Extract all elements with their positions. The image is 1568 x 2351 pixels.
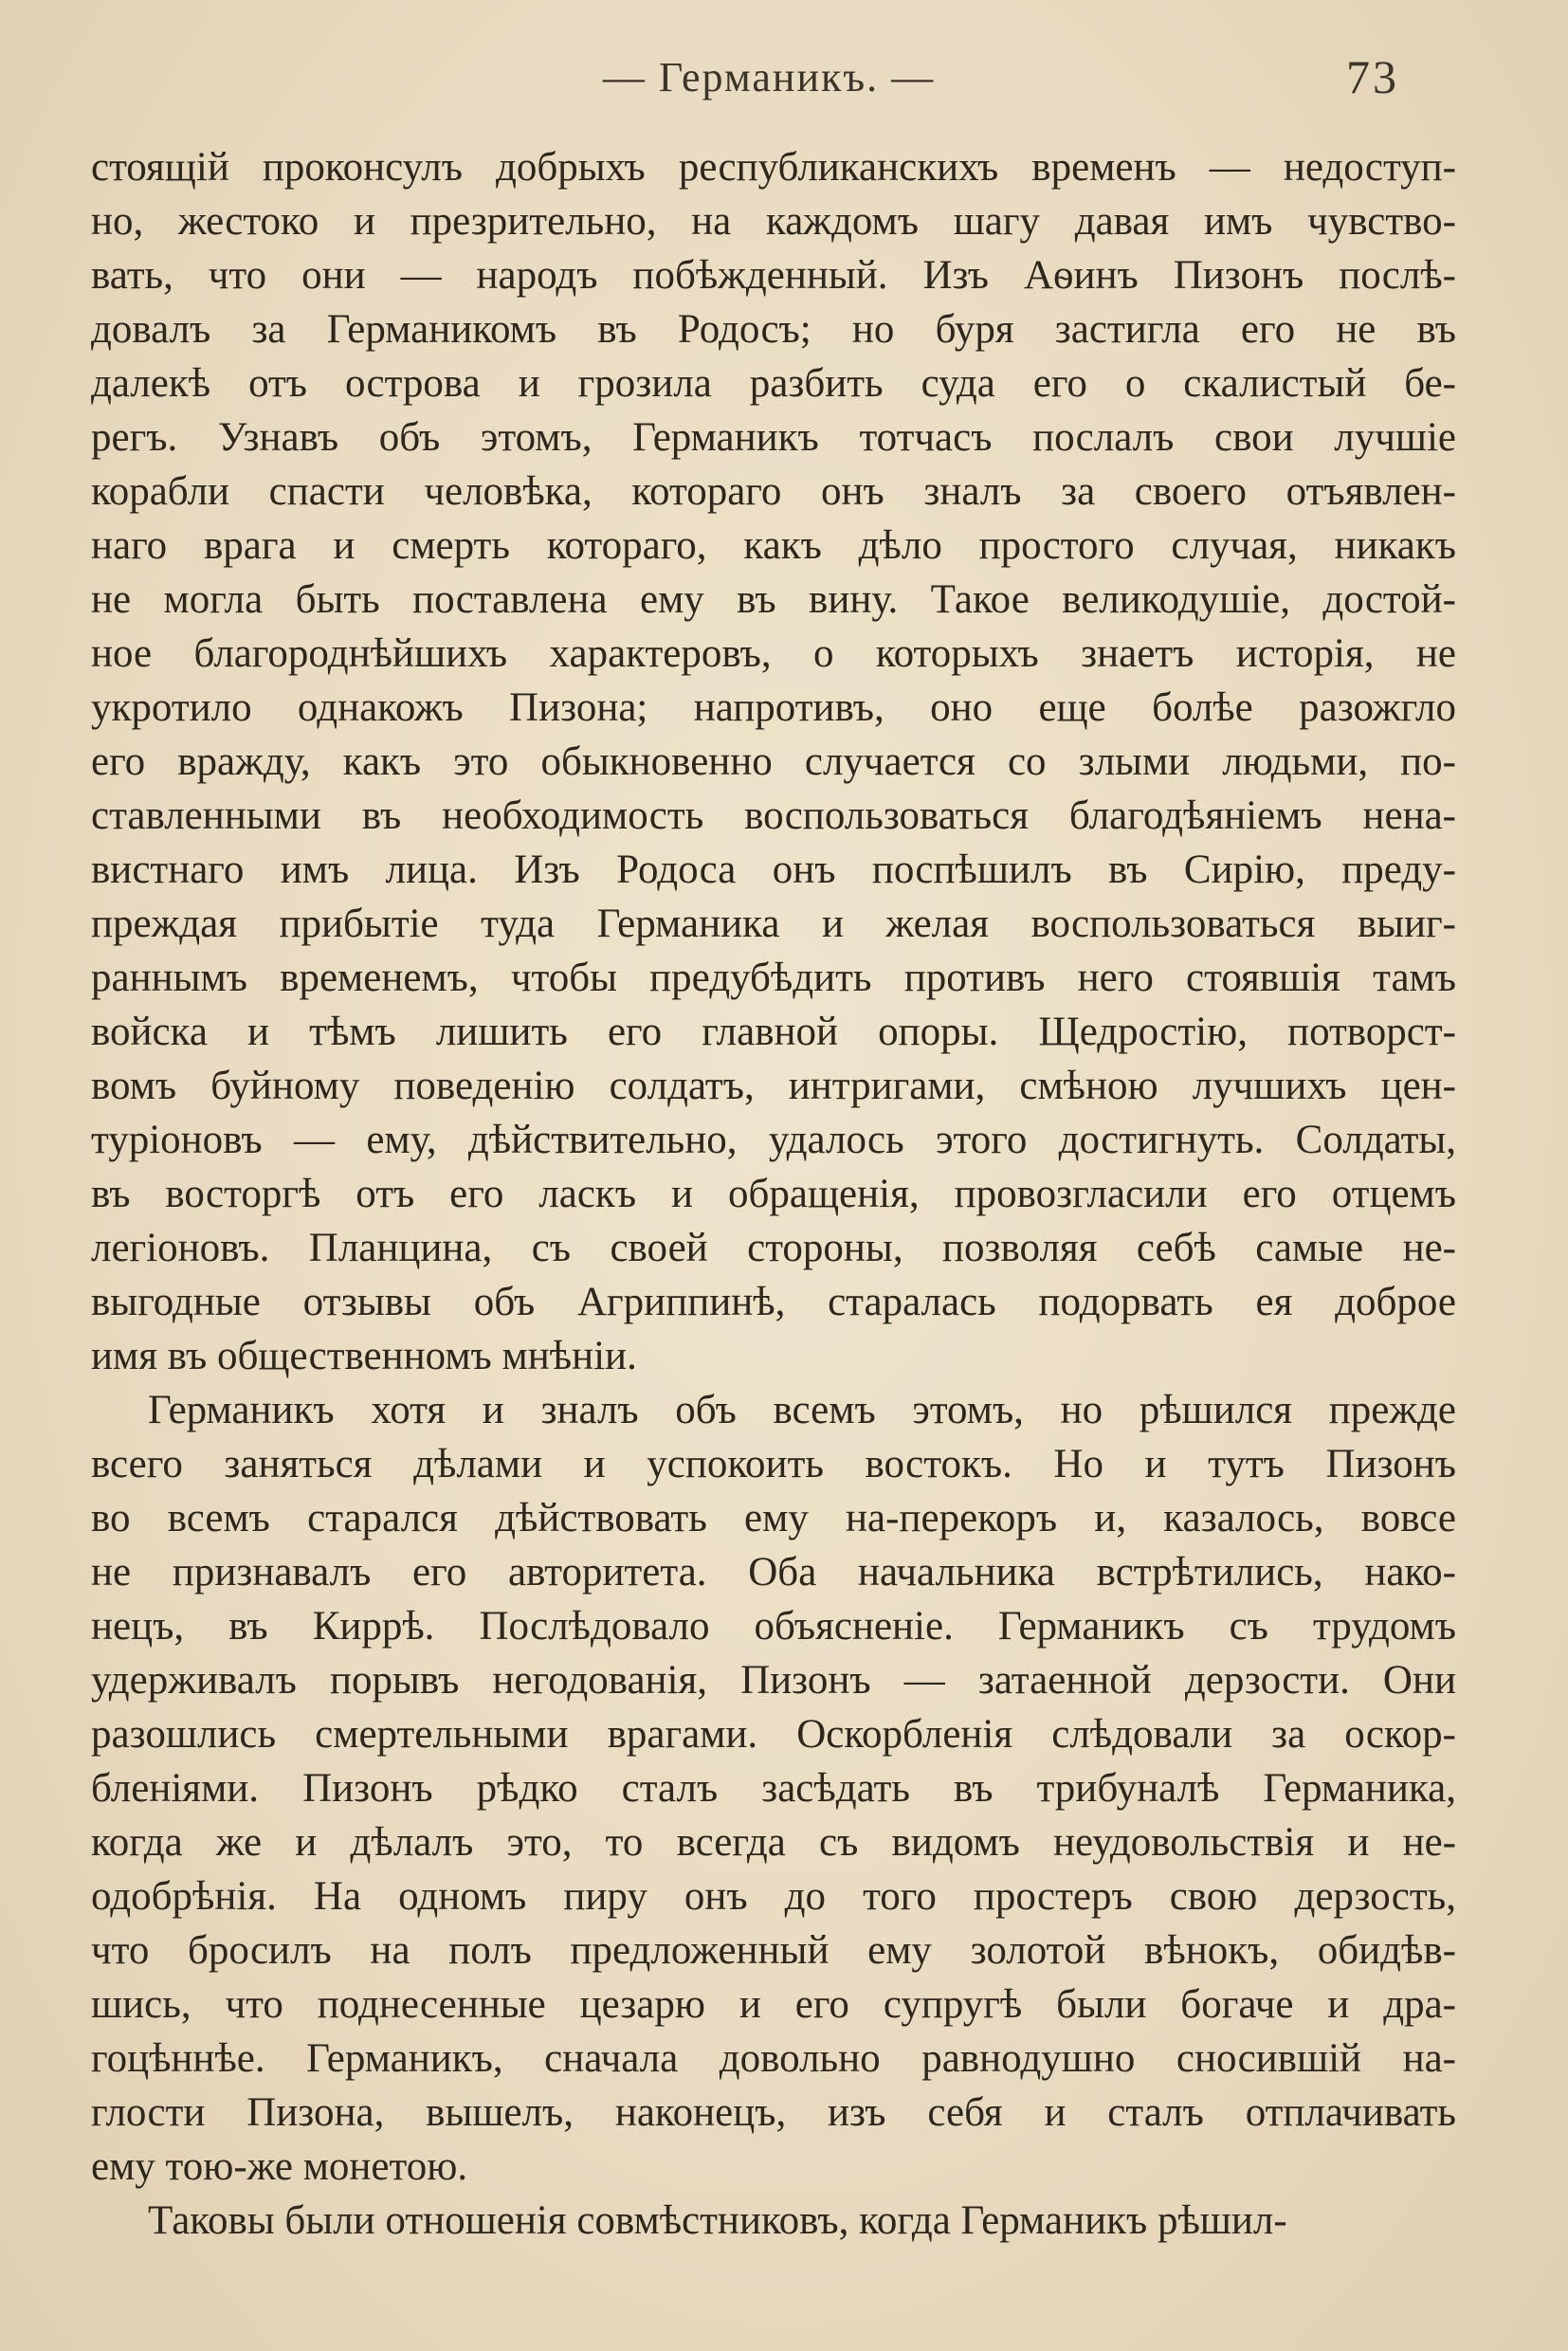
text-line: ставленными въ необходимость воспользоваться благодѣяніемъ нена- [91,793,1456,838]
text-body [91,140,1456,2248]
running-title: — Германикъ. — [602,54,936,100]
paragraph [91,140,1456,1383]
text-line: что бросилъ на полъ предложенный ему золотой вѣнокъ, обидѣв- [91,1928,1456,1973]
text-line: въ восторгѣ отъ его ласкъ и обращенія, провозгласили его отцемъ [91,1172,1456,1216]
text-line: одобрѣнія. На одномъ пиру онъ до того простеръ свою дерзость, [91,1874,1456,1919]
paragraph [91,1383,1456,2194]
text-line: имя въ общественномъ мнѣніи. [91,1334,637,1378]
text-line: удерживалъ порывъ негодованія, Пизонъ — затаенной дерзости. Они [91,1658,1456,1703]
text-line: вомъ буйному поведенію солдатъ, интригами, смѣною лучшихъ цен- [91,1064,1456,1108]
text-line: во всемъ старался дѣйствовать ему на-перекоръ и, казалось, вовсе [91,1496,1456,1540]
text-line: стоящій проконсулъ добрыхъ республиканскихъ временъ — недоступ- [91,145,1456,190]
text-line: Германикъ хотя и зналъ объ всемъ этомъ, но рѣшился прежде [148,1388,1456,1432]
text-line: раннымъ временемъ, чтобы предубѣдить противъ него стоявшія тамъ [91,956,1456,1000]
text-line: туріоновъ — ему, дѣйствительно, удалось этого достигнуть. Солдаты, [91,1118,1456,1162]
page-number: 73 [1346,50,1399,103]
paragraph [91,2194,1456,2248]
text-line: бленіями. Пизонъ рѣдко сталъ засѣдать въ трибуналѣ Германика, [91,1766,1456,1811]
text-line: не могла быть поставлена ему въ вину. Такое великодушіе, достой- [91,577,1456,622]
text-line: когда же и дѣлалъ это, то всегда съ видомъ неудовольствія и не- [91,1820,1456,1865]
text-line: но, жестоко и презрительно, на каждомъ шагу давая имъ чувство- [91,199,1456,244]
text-line: гоцѣннѣе. Германикъ, сначала довольно равнодушно сносившій на- [91,2036,1456,2081]
text-line: легіоновъ. Планцина, съ своей стороны, позволяя себѣ самые не- [91,1226,1456,1270]
text-line: корабли спасти человѣка, котораго онъ зналъ за своего отъявлен- [91,469,1456,514]
text-line: шись, что поднесенные цезарю и его супругѣ были богаче и дра- [91,1982,1456,2027]
text-line: не признавалъ его авторитета. Оба начальника встрѣтились, нако- [91,1550,1456,1595]
text-line: вать, что они — народъ побѣжденный. Изъ Аѳинъ Пизонъ послѣ- [91,253,1456,298]
text-line: укротило однакожъ Пизона; напротивъ, оно еще болѣе разожгло [91,685,1456,730]
text-line: нецъ, въ Киррѣ. Послѣдовало объясненіе. Германикъ съ трудомъ [91,1604,1456,1649]
text-line: всего заняться дѣлами и успокоить востокъ. Но и тутъ Пизонъ [91,1442,1456,1486]
text-line: преждая прибытіе туда Германика и желая воспользоваться выиг- [91,902,1456,946]
text-line: глости Пизона, вышелъ, наконецъ, изъ себя и сталъ отплачивать [91,2090,1456,2135]
text-line: наго врага и смерть котораго, какъ дѣло простого случая, никакъ [91,523,1456,568]
text-line: ему тою-же монетою. [91,2144,468,2189]
text-line: выгодные отзывы объ Агриппинѣ, старалась подорвать ея доброе [91,1280,1456,1324]
text-line: довалъ за Германикомъ въ Родосъ; но буря застигла его не въ [91,307,1456,352]
text-line: разошлись смертельными врагами. Оскорбленія слѣдовали за оскор- [91,1712,1456,1757]
text-line: его вражду, какъ это обыкновенно случается со злыми людьми, по- [91,739,1456,784]
text-line: ное благороднѣйшихъ характеровъ, о которыхъ знаетъ исторія, не [91,631,1456,676]
text-line: вистнаго имъ лица. Изъ Родоса онъ поспѣшилъ въ Сирію, преду- [91,847,1456,892]
running-head [91,46,1447,112]
text-line: войска и тѣмъ лишить его главной опоры. Щедростію, потворст- [91,1010,1456,1054]
text-line: регъ. Узнавъ объ этомъ, Германикъ тотчасъ послалъ свои лучшіе [91,415,1456,460]
text-line: далекѣ отъ острова и грозила разбить суда его о скалистый бе- [91,361,1456,406]
text-line: Таковы были отношенія совмѣстниковъ, когда Германикъ рѣшил- [148,2198,1287,2243]
paragraphs [91,140,1456,2248]
